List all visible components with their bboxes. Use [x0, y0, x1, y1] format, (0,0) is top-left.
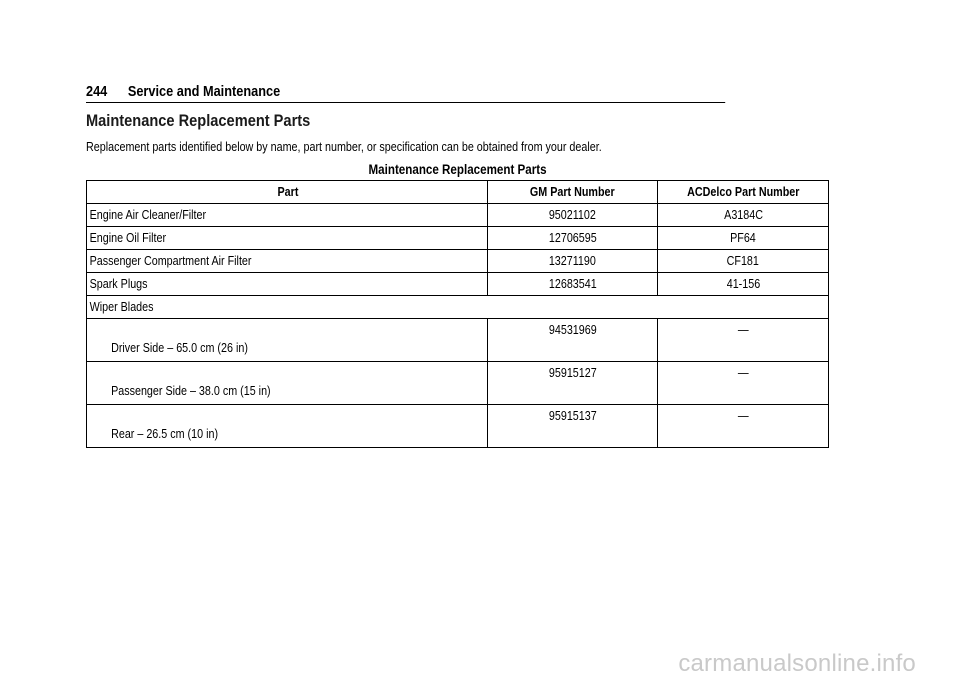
- gm-part-number: 12706595: [488, 227, 658, 250]
- part-name: Engine Oil Filter: [87, 227, 488, 250]
- gm-part-number: 95915137: [488, 405, 658, 448]
- table-row: [87, 405, 829, 448]
- page-number: 244: [86, 83, 108, 100]
- column-header-part: Part: [87, 181, 488, 204]
- part-name: Passenger Side – 38.0 cm (15 in): [87, 362, 488, 405]
- table-row: [87, 227, 829, 250]
- section-name: Service and Maintenance: [127, 83, 281, 100]
- acdelco-part-number: CF181: [658, 250, 829, 273]
- acdelco-part-number: A3184C: [658, 204, 829, 227]
- gm-part-number: 95915127: [488, 362, 658, 405]
- gm-part-number: 13271190: [488, 250, 658, 273]
- acdelco-part-number: —: [658, 319, 829, 362]
- table-group-row: [87, 296, 829, 319]
- table-row: [87, 362, 829, 405]
- table-row: [87, 319, 829, 362]
- part-name: Rear – 26.5 cm (10 in): [87, 405, 488, 448]
- part-name: Passenger Compartment Air Filter: [87, 250, 488, 273]
- table-row: [87, 250, 829, 273]
- parts-table: [86, 180, 829, 448]
- acdelco-part-number: 41-156: [658, 273, 829, 296]
- acdelco-part-number: —: [658, 362, 829, 405]
- table-header-row: [87, 181, 829, 204]
- gm-part-number: 95021102: [488, 204, 658, 227]
- part-name: Spark Plugs: [87, 273, 488, 296]
- acdelco-part-number: —: [658, 405, 829, 448]
- watermark: carmanualsonline.info: [678, 650, 916, 677]
- part-name: Driver Side – 65.0 cm (26 in): [87, 319, 488, 362]
- page-header: [86, 82, 725, 103]
- part-name: Engine Air Cleaner/Filter: [87, 204, 488, 227]
- table-caption: Maintenance Replacement Parts: [368, 162, 547, 177]
- acdelco-part-number: PF64: [658, 227, 829, 250]
- column-header-gm: GM Part Number: [488, 181, 658, 204]
- wiper-blades-group: Wiper Blades: [87, 296, 829, 319]
- table-row: [87, 273, 829, 296]
- gm-part-number: 12683541: [488, 273, 658, 296]
- column-header-acdelco: ACDelco Part Number: [658, 181, 829, 204]
- page-title: Maintenance Replacement Parts: [86, 111, 311, 130]
- table-row: [87, 204, 829, 227]
- gm-part-number: 94531969: [488, 319, 658, 362]
- intro-text: Replacement parts identified below by name, part number, or specification can be obtained from your dealer.: [86, 140, 602, 154]
